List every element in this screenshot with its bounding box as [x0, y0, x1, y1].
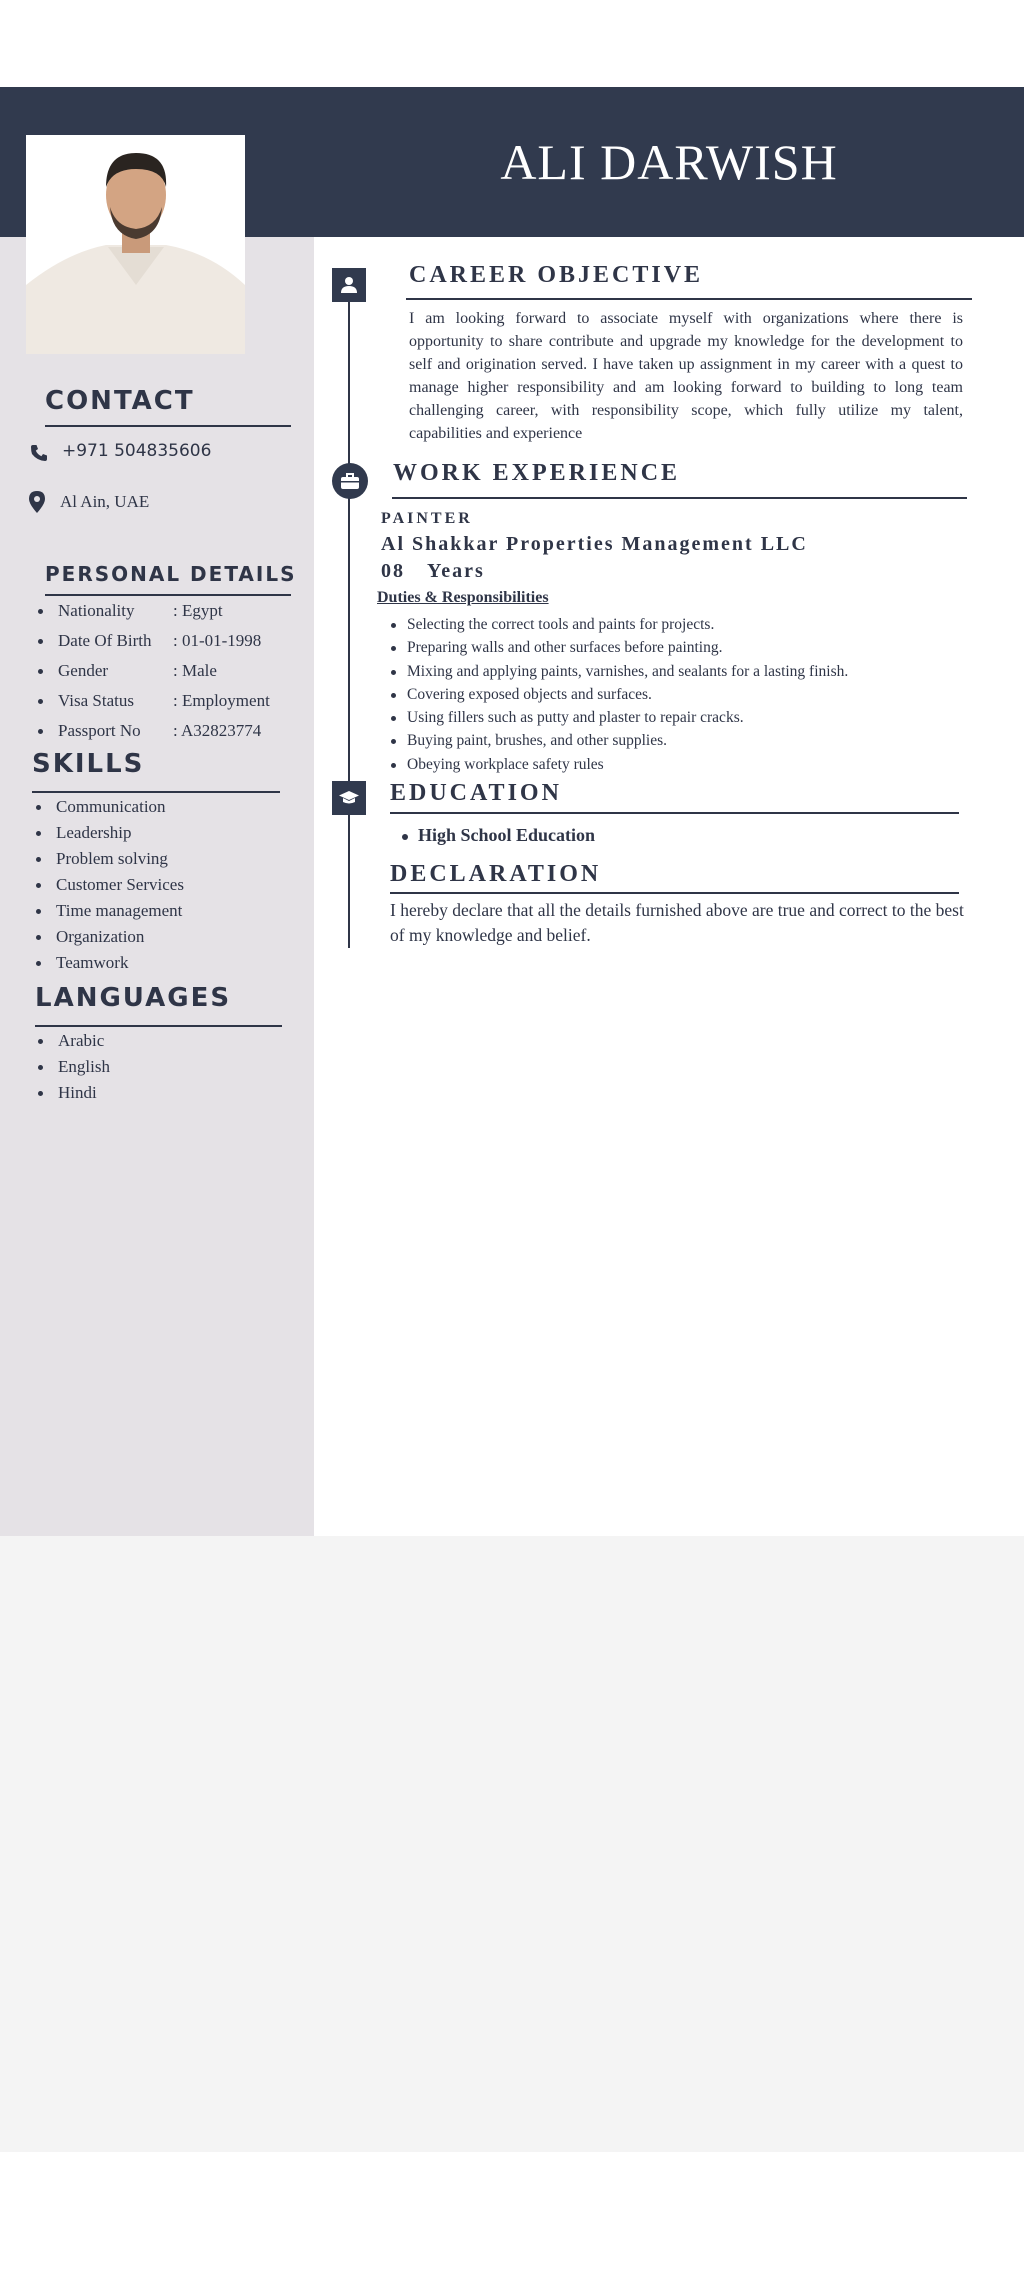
personal-details-list [26, 596, 311, 746]
skills-list [24, 794, 309, 976]
duty-item: Buying paint, brushes, and other supplies. [379, 729, 979, 752]
duty-item: Mixing and applying paints, varnishes, and sealants for a lasting finish. [379, 660, 979, 683]
duty-item: Using fillers such as putty and plaster to repair cracks. [379, 706, 979, 729]
skill-item: Customer Services [24, 872, 309, 898]
skill-item: Communication [24, 794, 309, 820]
career-objective-text: I am looking forward to associate myself with organizations where there is opportunity to share contribute and upgrade my knowledge for the development to self and origination served. I have taken up assignment in my career with a quest to manage higher responsibility and am looking forward to building to long team challenging career, with responsibility scope, which fully utilize my talent, capabilities and experience [409, 310, 963, 442]
career-objective-divider [406, 298, 972, 300]
languages-divider [35, 1025, 282, 1027]
language-item: Hindi [26, 1080, 311, 1106]
language-item: Arabic [26, 1028, 311, 1054]
graduation-cap-icon [338, 790, 360, 806]
duty-item: Selecting the correct tools and paints for projects. [379, 613, 979, 636]
skill-item: Leadership [24, 820, 309, 846]
user-icon [340, 276, 358, 294]
timeline-line [348, 296, 350, 948]
duties-heading: Duties & Responsibilities [377, 589, 549, 606]
personal-detail-item: Passport No : A32823774 [26, 716, 311, 746]
work-experience-divider [392, 497, 967, 499]
briefcase-icon [340, 472, 360, 490]
duty-item: Preparing walls and other surfaces before painting. [379, 636, 979, 659]
personal-detail-item: Gender : Male [26, 656, 311, 686]
skills-divider [32, 791, 280, 793]
job-role: PAINTER [381, 510, 473, 527]
duties-list [379, 613, 979, 776]
career-objective-icon [332, 268, 366, 302]
personal-detail-item: Nationality : Egypt [26, 596, 311, 626]
education-item: High School Education [402, 825, 595, 846]
candidate-name: ALI DARWISH [500, 134, 838, 190]
skill-item: Time management [24, 898, 309, 924]
experience-years: 08 Years [381, 560, 485, 582]
languages-heading: LANGUAGES [35, 983, 232, 1013]
declaration-text: I hereby declare that all the details furnished above are true and correct to the best of my knowledge and belief. [390, 900, 964, 945]
phone-icon [30, 444, 48, 462]
personal-details-heading: PERSONAL DETAILS [45, 562, 297, 586]
profile-photo [26, 135, 245, 354]
bullet [402, 834, 408, 840]
declaration-heading: DECLARATION [390, 861, 602, 887]
contact-location: Al Ain, UAE [60, 492, 150, 511]
languages-list [26, 1028, 311, 1106]
personal-detail-item: Date Of Birth : 01-01-1998 [26, 626, 311, 656]
contact-divider [45, 425, 291, 427]
company-name: Al Shakkar Properties Management LLC [381, 533, 808, 555]
education-icon [332, 781, 366, 815]
education-heading: EDUCATION [390, 780, 562, 806]
page-footer-area [0, 1536, 1024, 2152]
education-divider [390, 812, 959, 814]
work-experience-icon [332, 463, 368, 499]
skill-item: Teamwork [24, 950, 309, 976]
career-objective-heading: CAREER OBJECTIVE [409, 262, 704, 288]
duty-item: Covering exposed objects and surfaces. [379, 683, 979, 706]
skill-item: Problem solving [24, 846, 309, 872]
person-portrait-icon [26, 135, 245, 354]
personal-detail-item: Visa Status : Employment [26, 686, 311, 716]
work-experience-heading: WORK EXPERIENCE [393, 460, 681, 486]
language-item: English [26, 1054, 311, 1080]
map-pin-icon [29, 491, 45, 513]
contact-heading: CONTACT [45, 386, 195, 416]
skills-heading: SKILLS [32, 749, 145, 779]
contact-phone: +971 504835606 [62, 441, 212, 461]
skill-item: Organization [24, 924, 309, 950]
duty-item: Obeying workplace safety rules [379, 753, 979, 776]
declaration-divider [390, 892, 959, 894]
